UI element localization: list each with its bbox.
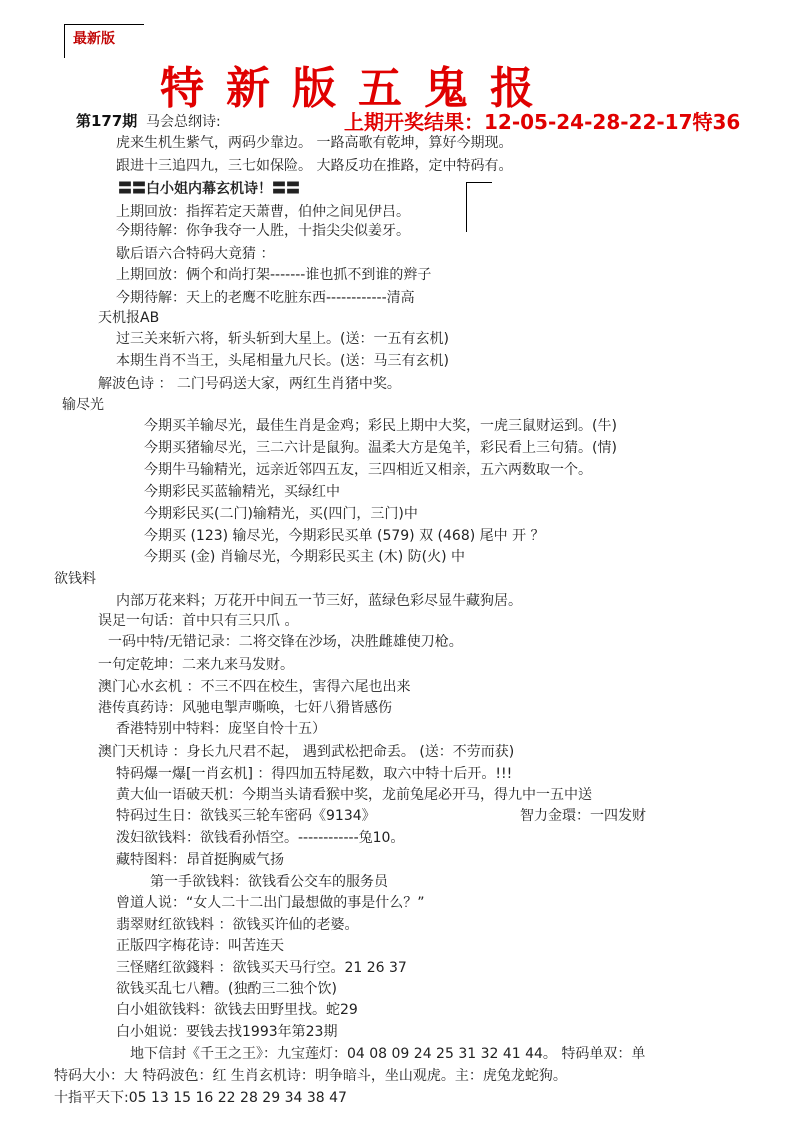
text-line: 泼妇欲钱料：欲钱看孙悟空。------------兔10。	[116, 830, 405, 846]
badge-label: 最新版	[73, 31, 115, 47]
text-line: 过三关来斩六将，斩头斩到大星上。(送：一五有玄机)	[116, 331, 449, 347]
text-line: 解波色诗 ： 二门号码送大家，两红生肖猪中奖。	[98, 376, 401, 392]
text-line: 曾道人说：“女人二十二出门最想做的事是什么？”	[116, 895, 425, 911]
section-heading: 〓〓白小姐内幕玄机诗！〓〓	[118, 181, 300, 197]
text-line: 特码爆一爆[一肖玄机] ：得四加五特尾数，取六中特十后开。!!!	[116, 766, 513, 782]
page-title: 特新版五鬼报	[160, 63, 556, 114]
text-line: 欲钱买乱七八糟。(独酌三二独个饮)	[116, 981, 337, 997]
text-line: 一码中特/无错记录：二将交锋在沙场，决胜雌雄使刀枪。	[108, 634, 463, 650]
text-line: 内部万花来料；万花开中间五一节三好，蓝绿色彩尽显牛藏狗居。	[116, 593, 522, 609]
text-line: 藏特图料：昂首挺胸威气扬	[116, 852, 284, 868]
section-heading: 欲钱料	[54, 571, 96, 587]
text-line: 第一手欲钱料：欲钱看公交车的服务员	[150, 874, 388, 890]
text-line: 正版四字梅花诗：叫苦连天	[116, 938, 284, 954]
section-heading: 输尽光	[62, 397, 104, 413]
bracket-divider	[466, 182, 492, 232]
poem-label: 马会总纲诗:	[146, 114, 221, 130]
text-line: 误足一句话：首中只有三只爪 。	[98, 613, 299, 629]
text-line: 白小姐说：要钱去找1993年第23期	[116, 1024, 338, 1040]
text-line: 虎来生机生紫气，两码少靠边。 一路高歌有乾坤，算好今期现。	[116, 135, 513, 151]
text-line: 白小姐欲钱料：欲钱去田野里找。蛇29	[116, 1002, 358, 1018]
text-line: 香港特别中特料：庞坚自怜十五）	[116, 721, 326, 737]
text-line: 港传真药诗：风驰电掣声嘶唤，七奸八猾皆感伤	[98, 700, 392, 716]
text-line: 翡翠财红欲钱料 ：欲钱买许仙的老婆。	[116, 917, 359, 933]
text-line: 特码大小：大 特码波色：红 生肖玄机诗：明争暗斗，坐山观虎。主：虎兔龙蛇狗。	[54, 1068, 567, 1084]
text-line: 今期待解：天上的老鹰不吃脏东西------------清高	[116, 290, 415, 306]
text-line: 上期回放：俩个和尚打架-------谁也抓不到谁的辫子	[116, 267, 432, 283]
text-line: 地下信封《千王之王》：九宝莲灯：04 08 09 24 25 31 32 41 44。 特码单双：单	[130, 1046, 646, 1062]
text-line: 今期买猪输尽光，三二六计是鼠狗。温柔大方是兔羊，彩民看上三句猜。(情)	[144, 440, 617, 456]
section-heading: 歇后语六合特码大竟猜 ：	[116, 246, 275, 262]
text-line: 今期彩民买蓝输精光，买绿红中	[144, 484, 340, 500]
text-line: 澳门心水玄机 ：不三不四在校生，害得六尾也出来	[98, 679, 411, 695]
text-line: 今期买羊输尽光，最佳生肖是金鸡；彩民上期中大奖，一虎三鼠财运到。(牛)	[144, 418, 617, 434]
text-line: 特码过生日：欲钱买三轮车密码《9134》	[116, 808, 376, 824]
text-line: 今期彩民买(二门)输精光，买(四门，三门)中	[144, 506, 418, 522]
text-line: 本期生肖不当王，头尾相量九尺长。(送：马三有玄机)	[116, 353, 449, 369]
text-line: 智力金環：一四发财	[520, 808, 646, 824]
text-line: 今期待解：你争我夺一人胜，十指尖尖似姜牙。	[116, 223, 410, 239]
issue-number: 第177期	[76, 112, 138, 130]
text-line: 今期买 (123) 输尽光，今期彩民买单 (579) 双 (468) 尾中 开 ？	[144, 528, 545, 544]
text-line: 今期买 (金) 肖输尽光，今期彩民买主 (木) 防(火) 中	[144, 549, 466, 565]
text-line: 跟进十三追四九，三七如保险。 大路反功在推路，定中特码有。	[116, 158, 513, 174]
text-line: 一句定乾坤：二来九来马发财。	[98, 657, 294, 673]
text-line: 上期回放：指挥若定天萧曹，伯仲之间见伊吕。	[116, 204, 410, 220]
text-line: 澳门天机诗 ：身长九尺君不起， 遇到武松把命丢。 (送：不劳而获)	[98, 744, 515, 760]
text-line: 黄大仙一语破天机：今期当头请看猴中奖，龙前兔尾必开马，得九中一五中送	[116, 787, 592, 803]
text-line: 今期牛马输精光，远亲近邻四五友，三四相近又相亲，五六两数取一个。	[144, 462, 592, 478]
latest-edition-badge	[64, 24, 144, 58]
text-line: 十指平天下:05 13 15 16 22 28 29 34 38 47	[54, 1090, 347, 1106]
last-result-banner: 上期开奖结果：12-05-24-28-22-17特36	[344, 110, 741, 134]
section-heading: 天机报AB	[98, 310, 160, 326]
text-line: 三怪赌红欲錢料 ：欲钱买天马行空。21 26 37	[116, 960, 407, 976]
